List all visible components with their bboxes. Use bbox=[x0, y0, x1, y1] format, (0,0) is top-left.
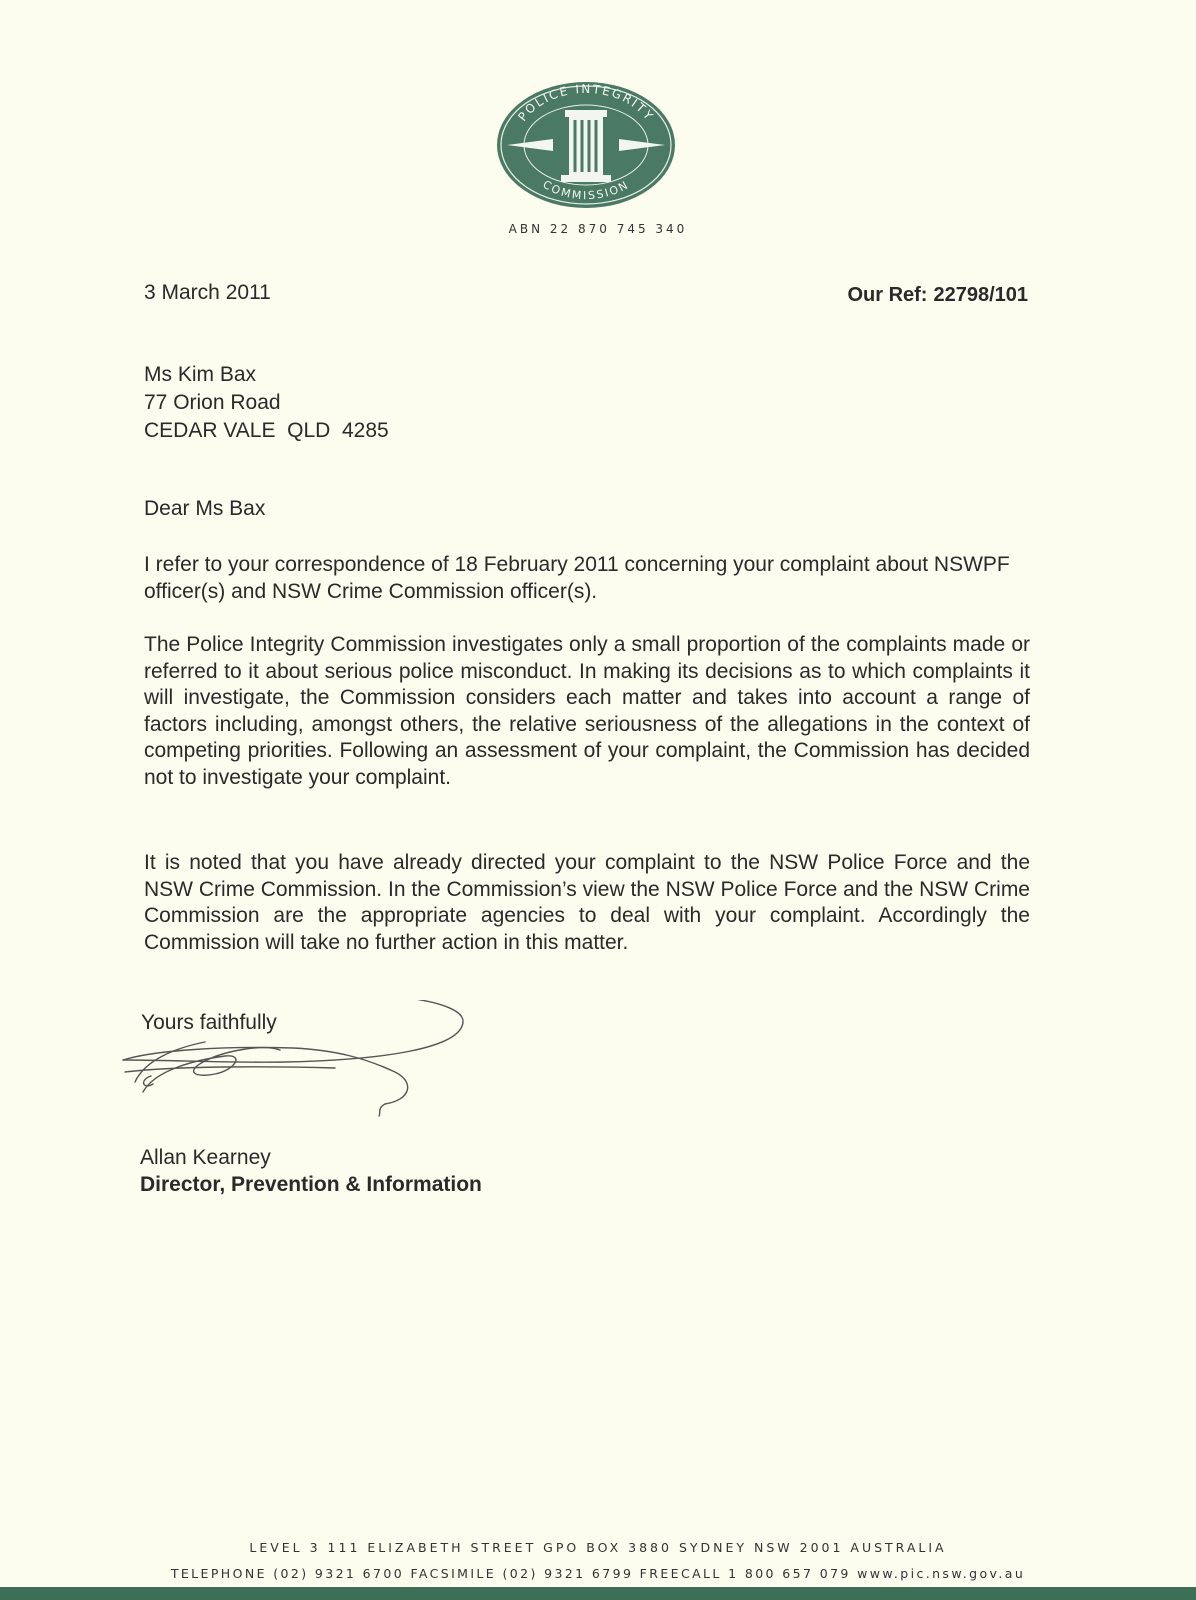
recipient-address bbox=[144, 361, 389, 445]
police-integrity-commission-seal bbox=[495, 80, 677, 210]
reference-value: 22798/101 bbox=[933, 284, 1028, 306]
recipient-street: 77 Orion Road bbox=[144, 391, 281, 414]
salutation: Dear Ms Bax bbox=[144, 497, 266, 520]
recipient-name: Ms Kim Bax bbox=[144, 363, 257, 386]
recipient-locality: CEDAR VALE QLD 4285 bbox=[144, 419, 389, 442]
footer-bar bbox=[0, 1587, 1196, 1600]
reference-label: Our Ref: bbox=[847, 284, 928, 306]
body-paragraph-1: I refer to your correspondence of 18 February 2011 concerning your complaint about NSWPF officer(s) and NSW Crime Commission officer(s). bbox=[144, 553, 1010, 603]
body-paragraph-2: The Police Integrity Commission investigates only a small proportion of the complaints made or referred to it about serious police misconduct. In making its decisions as to which complaints it will investigate, the Commission considers each matter and takes into account a range of factors including, amongst others, the relative seriousness of the allegations in the context of competing priorities. Following an assessment of your complaint, the Commission has decided not to investigate your complaint. bbox=[144, 633, 1030, 789]
seal-bottom-text: COMMISSION bbox=[540, 177, 632, 203]
footer-address: LEVEL 3 111 ELIZABETH STREET GPO BOX 3880 SYDNEY NSW 2001 AUSTRALIA bbox=[249, 1540, 947, 1555]
footer-contact: TELEPHONE (02) 9321 6700 FACSIMILE (02) 9321 6799 FREECALL 1 800 657 079 www.pic.nsw.gov.au bbox=[170, 1566, 1026, 1581]
reference-number bbox=[847, 284, 1028, 307]
closing-phrase: Yours faithfully bbox=[141, 1011, 277, 1034]
body-paragraph-3: It is noted that you have already directed your complaint to the NSW Police Force and the NSW Crime Commission. In the Commission’s view the NSW Police Force and the NSW Crime Commission are the appropriate agencies to deal with your complaint. Accordingly the Commission will take no further action in this matter. bbox=[144, 851, 1030, 954]
seal-top-text: POLICE INTEGRITY bbox=[515, 81, 657, 124]
signatory-title: Director, Prevention & Information bbox=[140, 1173, 482, 1196]
abn-number: ABN 22 870 745 340 bbox=[508, 222, 688, 236]
letter-date: 3 March 2011 bbox=[144, 281, 271, 304]
signatory-name: Allan Kearney bbox=[140, 1146, 271, 1169]
handwritten-signature bbox=[115, 1000, 485, 1150]
